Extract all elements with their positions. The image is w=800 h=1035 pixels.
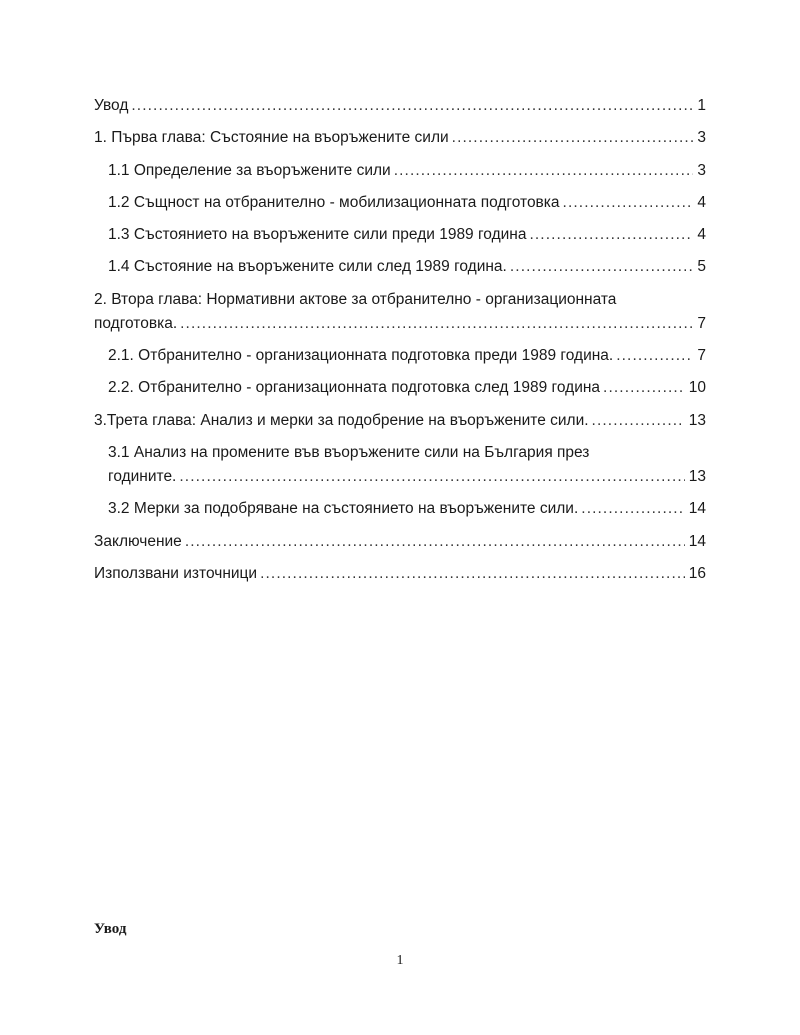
toc-entry-label: 3.Трета глава: Анализ и мерки за подобрение на въоръжените сили. [94,411,589,429]
toc-page-number: 1 [697,97,706,114]
toc-entry-label-line-2: годините. [108,467,177,485]
toc-page-number: 3 [697,129,706,147]
toc-dot-leader [616,344,693,368]
toc-page-number: 4 [697,226,706,244]
section-heading: Увод [94,921,127,937]
toc-page-number: 3 [697,161,706,179]
toc-entry-chapter-2[interactable] [94,288,706,336]
toc-entry-label-line-1: 3.1 Анализ на промените във въоръжените сили на България през [108,443,590,461]
toc-dot-leader [260,562,685,586]
toc-page-number: 14 [688,532,706,550]
toc-entry-label: 1.4 Състояние на въоръжените сили след 1989 година. [108,258,507,276]
toc-entry-section-3-1[interactable] [94,441,706,489]
toc-entry-section-1-3[interactable] [94,223,706,247]
toc-page-number: 10 [688,379,706,397]
toc-page-number: 16 [688,564,706,582]
toc-page-number: 5 [697,258,706,276]
page-number: 1 [396,953,404,968]
toc-entry-label-line-1: 2. Втора глава: Нормативни актове за отбранително - организационната [94,290,617,308]
toc-entry-section-1-1[interactable] [94,159,706,183]
toc-entry-label: 2.2. Отбранително - организационната подготовка след 1989 година [108,379,601,397]
toc-dot-leader [563,191,694,215]
toc-page-number: 13 [688,467,706,485]
toc-entry-section-1-2[interactable] [94,191,706,215]
toc-entry-chapter-1[interactable] [94,126,706,150]
toc-dot-leader [180,312,693,336]
toc-page-number: 4 [697,193,706,211]
toc-entry-section-2-1[interactable] [94,344,706,368]
toc-entry-label: 3.2 Мерки за подобряване на състоянието на въоръжените сили. [108,500,579,518]
toc-dot-leader [394,159,694,183]
toc-dot-leader [510,255,694,279]
toc-entry-label: 1.1 Определение за въоръжените сили [108,161,391,179]
toc-entry-label-line-2: подготовка. [94,314,178,332]
toc-dot-leader [581,497,684,521]
toc-page-number: 7 [697,347,706,365]
toc-entry-label: Увод [94,97,129,114]
toc-entry-section-3-2[interactable] [94,497,706,521]
toc-dot-leader [185,530,685,554]
toc-dot-leader [131,94,693,118]
toc-entry-label: Използвани източници [94,564,258,582]
toc-dot-leader [179,465,684,489]
toc-entry-section-1-4[interactable] [94,255,706,279]
toc-entry-conclusion[interactable] [94,530,706,554]
toc-page-number: 14 [688,500,706,518]
toc-entry-section-2-2[interactable] [94,376,706,400]
toc-entry-label: 2.1. Отбранително - организационната подготовка преди 1989 година. [108,347,614,365]
toc-entry-label: 1. Първа глава: Състояние на въоръжените сили [94,129,449,147]
table-of-contents [94,94,706,594]
toc-page-number: 13 [688,411,706,429]
toc-page-number: 7 [697,314,706,332]
toc-entry-intro[interactable] [94,94,706,118]
toc-dot-leader [452,126,694,150]
toc-entry-label: 1.2 Същност на отбранително - мобилизационната подготовка [108,193,560,211]
toc-dot-leader [592,409,685,433]
toc-entry-label: 1.3 Състоянието на въоръжените сили преди 1989 година [108,226,527,244]
toc-entry-sources[interactable] [94,562,706,586]
toc-dot-leader [603,376,685,400]
toc-dot-leader [529,223,693,247]
toc-entry-label: Заключение [94,532,182,550]
toc-entry-chapter-3[interactable] [94,409,706,433]
